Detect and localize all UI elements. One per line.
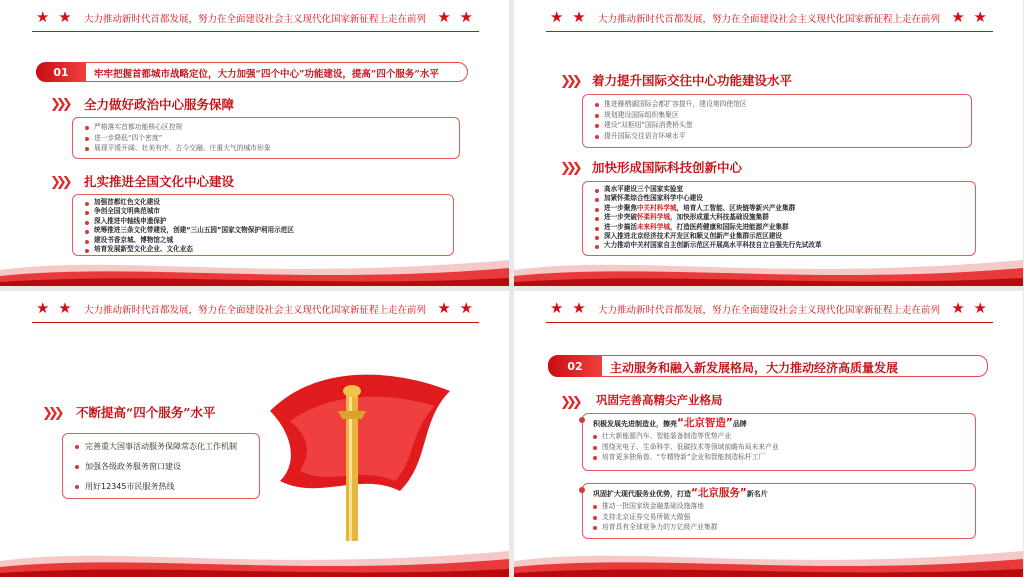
list-item: 加紧怀柔综合性国家科学中心建设 (591, 194, 967, 203)
star-icon: ★ ★ (36, 8, 74, 26)
star-icon: ★ ★ (36, 299, 74, 317)
star-icon: ★ ★ (951, 8, 989, 26)
list-item: 深入推进北京经济技术开发区和顺义创新产业集群示范区建设 (591, 232, 967, 241)
chevron-icon: ❯❯❯ (560, 74, 578, 89)
list-item: 严格落实首都功能核心区控规 (81, 122, 451, 133)
list-item: 支持北京证券交易所做大做强 (589, 512, 969, 523)
list-item: 进一步搞活未来科学城，打造医药健康和国际先进能源产业集群 (591, 223, 967, 232)
box-title: 巩固扩大现代服务业优势，打造“北京服务”新名片 (593, 487, 768, 499)
chevron-icon: ❯❯❯ (560, 395, 578, 410)
section-number: 02 (548, 355, 602, 377)
list-box (62, 433, 260, 499)
red-wave-decoration (514, 543, 1023, 577)
list-item: 培育具有全球竞争力的万亿级产业集群 (589, 522, 969, 533)
list-item: 进一步突破怀柔科学城，加快形成重大科技基础设施集群 (591, 213, 967, 222)
topic-title: 牢牢把握首都城市战略定位，大力加强“四个中心”功能建设，提高“四个服务”水平 (94, 69, 439, 80)
list-item: 高水平建设三个国家实验室 (591, 185, 967, 194)
list-item: 围绕光电子、生命科学、低碳技术等领域前瞻布局未来产业 (589, 442, 969, 453)
red-wave-decoration (0, 252, 509, 286)
list-item: 深入推进中轴线申遗保护 (81, 217, 445, 226)
list-item: 争创全国文明典范城市 (81, 207, 445, 216)
topic-title: 主动服务和融入新发展格局，大力推动经济高质量发展 (610, 361, 899, 375)
list-item: 建设书香京城、博物馆之城 (81, 236, 445, 245)
list-item: 统筹推进三条文化带建设，创建“三山五园”国家文物保护利用示范区 (81, 226, 445, 235)
star-icon: ★ ★ (437, 299, 475, 317)
star-icon: ★ ★ (951, 299, 989, 317)
section-title: 扎实推进全国文化中心建设 (84, 174, 235, 189)
star-icon: ★ ★ (550, 8, 588, 26)
chevron-icon: ❯❯❯ (560, 161, 578, 176)
slide-2[interactable] (514, 0, 1023, 286)
list-item: 培育更多独角兽、“专精特新”企业和智能制造标杆工厂 (589, 452, 969, 463)
slide-4[interactable] (514, 291, 1023, 577)
header-divider (546, 322, 993, 323)
chevron-icon: ❯❯❯ (42, 406, 60, 421)
header-divider (32, 322, 479, 323)
star-icon: ★ ★ (437, 8, 475, 26)
section-title: 加快形成国际科技创新中心 (592, 160, 743, 175)
list-item: 加强各级政务服务窗口建设 (71, 457, 251, 477)
section-number: 01 (36, 62, 86, 82)
list-item: 加强首都红色文化建设 (81, 198, 445, 207)
header-title: 大力推动新时代首都发展，努力在全面建设社会主义现代化国家新征程上走在前列 (84, 305, 427, 316)
slide-header (514, 0, 1023, 36)
list-item: 展现平缓开阔、壮美有序、古今交融、庄重大气的城市形象 (81, 143, 451, 154)
section-title: 全力做好政治中心服务保障 (84, 97, 235, 112)
bullet-dot (579, 417, 585, 423)
chevron-icon: ❯❯❯ (50, 97, 68, 112)
header-title: 大力推动新时代首都发展，努力在全面建设社会主义现代化国家新征程上走在前列 (598, 14, 941, 25)
section-title: 不断提高“四个服务”水平 (76, 405, 216, 420)
list-item: 进一步聚焦中关村科学城，培育人工智能、区块链等新兴产业集群 (591, 204, 967, 213)
slide-header (0, 0, 509, 36)
slide-3[interactable] (0, 291, 509, 577)
list-item: 推动一批国家级金融基础设施落地 (589, 501, 969, 512)
list-item: 推进雁栖湖国际会都扩容提升，建设第四使馆区 (591, 99, 963, 110)
chevron-icon: ❯❯❯ (50, 175, 68, 190)
star-icon: ★ ★ (550, 299, 588, 317)
section-title: 巩固完善高精尖产业格局 (596, 393, 723, 407)
slide-header (0, 291, 509, 327)
list-box (72, 117, 460, 159)
list-item: 培育发展新型文化企业、文化业态 (81, 245, 445, 254)
slide-1[interactable] (0, 0, 509, 286)
list-item: 进一步降低“四个密度” (81, 133, 451, 144)
list-box (582, 94, 972, 148)
list-item: 提升国际交往语言环境水平 (591, 131, 963, 142)
list-item: 用好12345市民服务热线 (71, 477, 251, 497)
list-item: 壮大新能源汽车、智能装备制造等优势产业 (589, 431, 969, 442)
bullet-dot (579, 487, 585, 493)
header-divider (546, 31, 993, 32)
list-box (582, 181, 976, 256)
list-item: 建设“双枢纽”国际消费桥头堡 (591, 120, 963, 131)
header-divider (32, 31, 479, 32)
red-wave-decoration (514, 252, 1023, 286)
info-box (582, 483, 976, 539)
list-item: 完善重大国事活动服务保障常态化工作机制 (71, 437, 251, 457)
red-wave-decoration (0, 543, 509, 577)
box-title: 积极发展先进制造业，擦亮“北京智造”品牌 (593, 417, 747, 429)
list-item: 大力推动中关村国家自主创新示范区开展高水平科技自立自强先行先试改革 (591, 241, 967, 250)
list-item: 规划建设国际组织集聚区 (591, 110, 963, 121)
info-box (582, 413, 976, 471)
section-title: 着力提升国际交往中心功能建设水平 (592, 73, 793, 88)
red-flag-with-column-graphic (250, 351, 460, 541)
header-title: 大力推动新时代首都发展，努力在全面建设社会主义现代化国家新征程上走在前列 (84, 14, 427, 25)
list-box (72, 194, 454, 256)
slide-header (514, 291, 1023, 327)
header-title: 大力推动新时代首都发展，努力在全面建设社会主义现代化国家新征程上走在前列 (598, 305, 941, 316)
